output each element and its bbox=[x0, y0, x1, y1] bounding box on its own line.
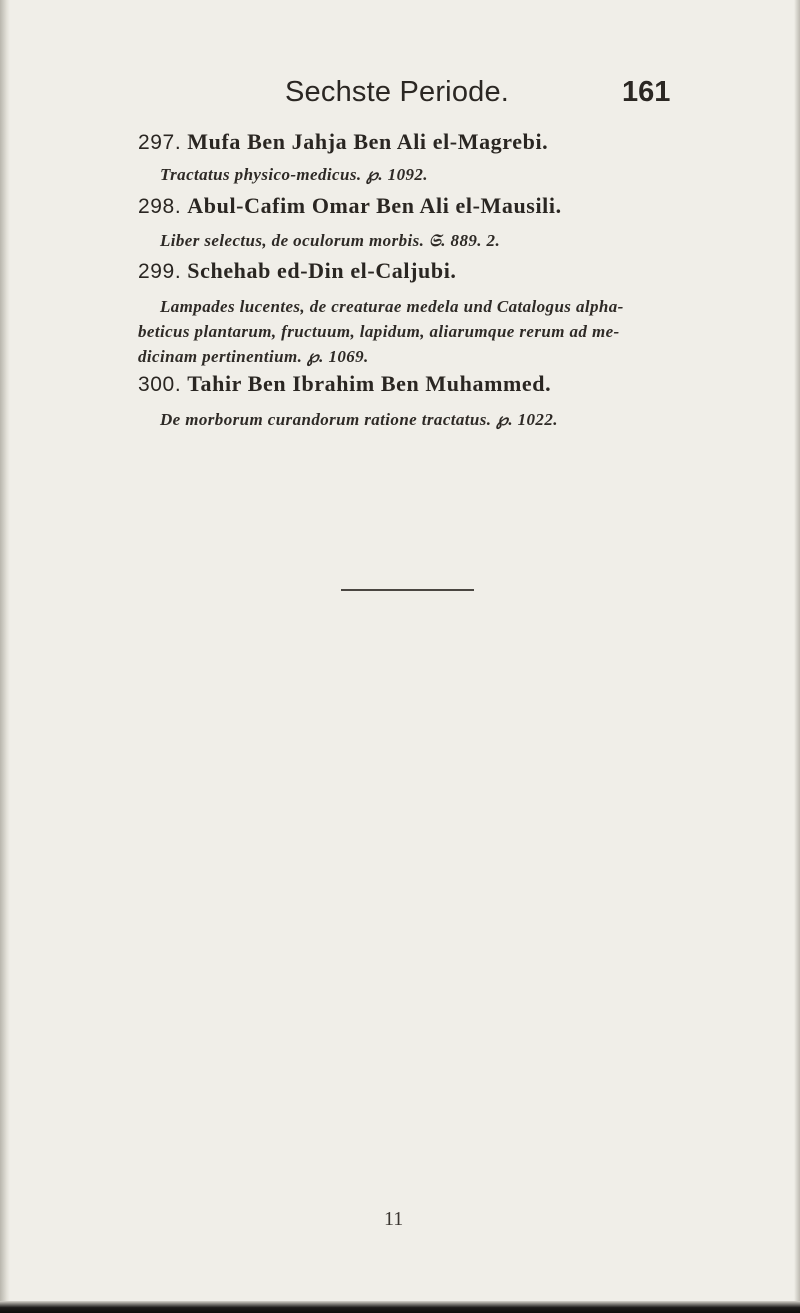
entry-name: Tahir Ben Ibrahim Ben Muhammed. bbox=[187, 371, 552, 396]
entry-name: Schehab ed-Din el-Caljubi. bbox=[187, 258, 457, 283]
entry-description: Lampades lucentes, de creaturae medela und Catalogus alpha- bbox=[160, 297, 624, 316]
entry-heading bbox=[138, 193, 562, 219]
entry-description: Tractatus physico-medicus. ℘. 1092. bbox=[160, 165, 428, 184]
entry-number: 298. bbox=[138, 195, 182, 218]
entry-description: beticus plantarum, fructuum, lapidum, aliarumque rerum ad me- bbox=[138, 322, 620, 341]
entry-heading bbox=[138, 371, 551, 397]
page-number: 161 bbox=[622, 76, 671, 108]
entry-description: dicinam pertinentium. ℘. 1069. bbox=[138, 347, 369, 366]
entry-name: Abul-Cafim Omar Ben Ali el-Mausili. bbox=[187, 193, 562, 218]
binding-shadow bbox=[0, 0, 10, 1313]
entry-description: De morborum curandorum ratione tractatus. ℘. 1022. bbox=[160, 410, 558, 429]
entry-heading bbox=[138, 258, 457, 284]
signature-mark: 11 bbox=[384, 1208, 404, 1230]
entry-description: Liber selectus, de oculorum morbis. 𝔖. 889. 2. bbox=[160, 231, 501, 250]
entry-number: 300. bbox=[138, 373, 182, 396]
page-edge bbox=[794, 0, 800, 1313]
running-title: Sechste Periode. bbox=[285, 76, 510, 108]
entry-name: Mufa Ben Jahja Ben Ali el-Magrebi. bbox=[187, 129, 549, 154]
entry-number: 299. bbox=[138, 260, 182, 283]
page-header bbox=[0, 76, 800, 116]
entry-heading bbox=[138, 129, 548, 155]
entry-number: 297. bbox=[138, 131, 182, 154]
page-bottom-edge bbox=[0, 1301, 800, 1313]
section-rule bbox=[341, 589, 474, 591]
